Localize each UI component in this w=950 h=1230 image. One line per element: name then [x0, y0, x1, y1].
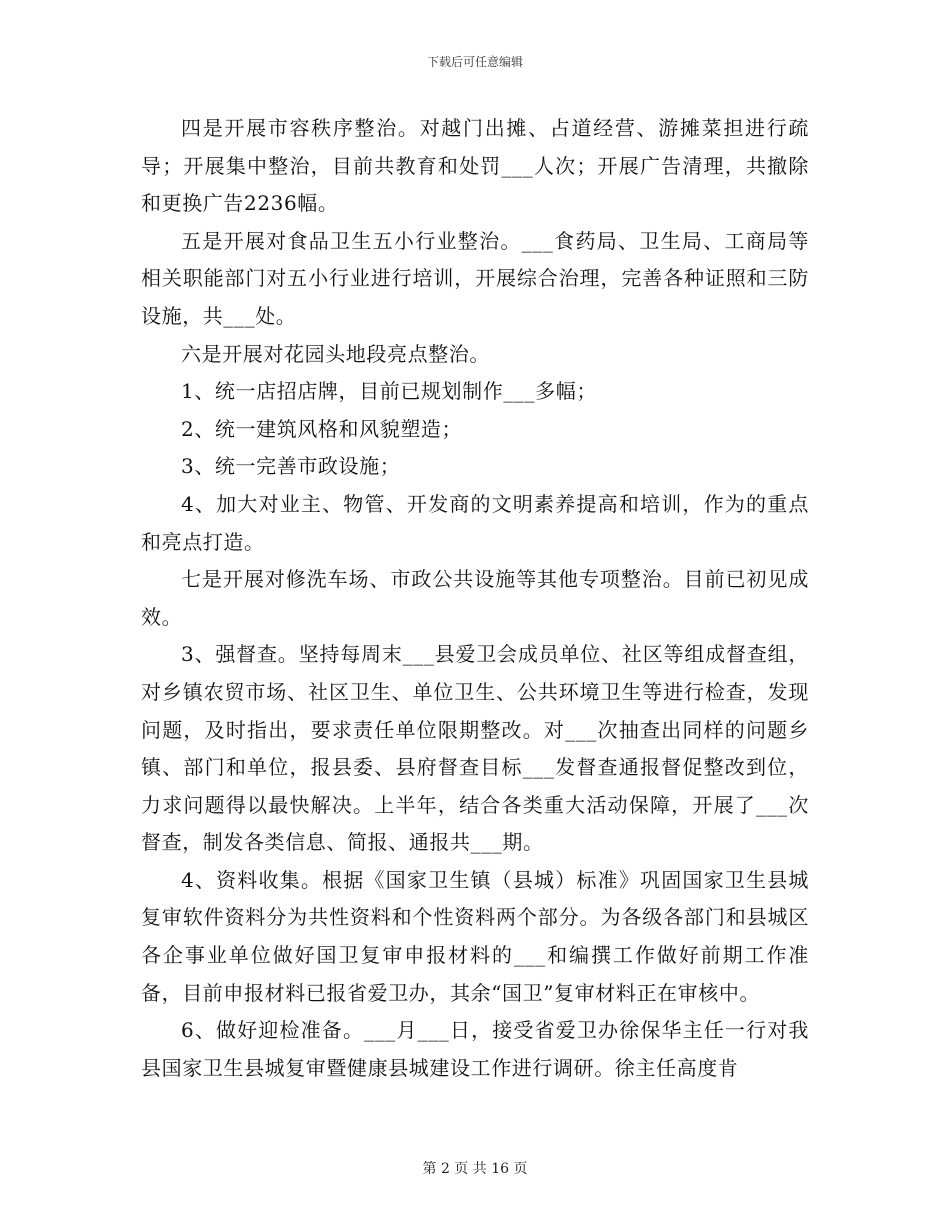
- paragraph-food-hygiene: 五是开展对食品卫生五小行业整治。___食药局、卫生局、工商局等相关职能部门对五小行业进行培训，开展综合治理，完善各种证照和三防设施，共___处。: [141, 228, 809, 328]
- list-item-municipal: 3、统一完善市政设施；: [181, 454, 401, 479]
- paragraph-materials: 4、资料收集。根据《国家卫生镇（县城）标准》巩固国家卫生县城复审软件资料分为共性资料和个性资料两个部分。为各级各部门和县城区各企事业单位做好国卫复审申报材料的___和编撰工作做好前期工作准备，目前申报材料已报省爱卫办，其余“国卫”复审材料正在审核中。: [141, 867, 809, 1005]
- paragraph-supervision: 3、强督查。坚持每周末___县爱卫会成员单位、社区等组成督查组，对乡镇农贸市场、社区卫生、单位卫生、公共环境卫生等进行检查，发现问题，及时指出，要求责任单位限期整改。对___次抽查出同样的问题乡镇、部门和单位，报县委、县府督查目标___发督查通报督促整改到位，力求问题得以最快解决。上半年，结合各类重大活动保障，开展了___次督查，制发各类信息、简报、通报共___期。: [141, 642, 809, 855]
- list-item-training: 4、加大对业主、物管、开发商的文明素养提高和培训，作为的重点和亮点打造。: [141, 491, 809, 554]
- paragraph-car-wash: 七是开展对修洗车场、市政公共设施等其他专项整治。目前已初见成效。: [141, 567, 809, 629]
- page-header: 下载后可任意编辑: [426, 55, 523, 69]
- document-body: [141, 110, 809, 1087]
- list-item-architecture: 2、统一建筑风格和风貌塑造；: [181, 416, 463, 441]
- paragraph-city-order: 四是开展市容秩序整治。对越门出摊、占道经营、游摊菜担进行疏导；开展集中整治，目前共教育和处罚___人次；开展广告清理，共撤除和更换广告2236幅。: [141, 116, 809, 216]
- paragraph-inspection-prep: 6、做好迎检准备。___月___日，接受省爱卫办徐保华主任一行对我县国家卫生县城复审暨健康县城建设工作进行调研。徐主任高度肯: [141, 1018, 809, 1080]
- page-footer: 第 2 页 共 16 页: [422, 1161, 528, 1177]
- paragraph-garden-head: 六是开展对花园头地段亮点整治。: [181, 341, 490, 366]
- list-item-signboards: 1、统一店招店牌，目前已规划制作___多幅；: [181, 379, 597, 404]
